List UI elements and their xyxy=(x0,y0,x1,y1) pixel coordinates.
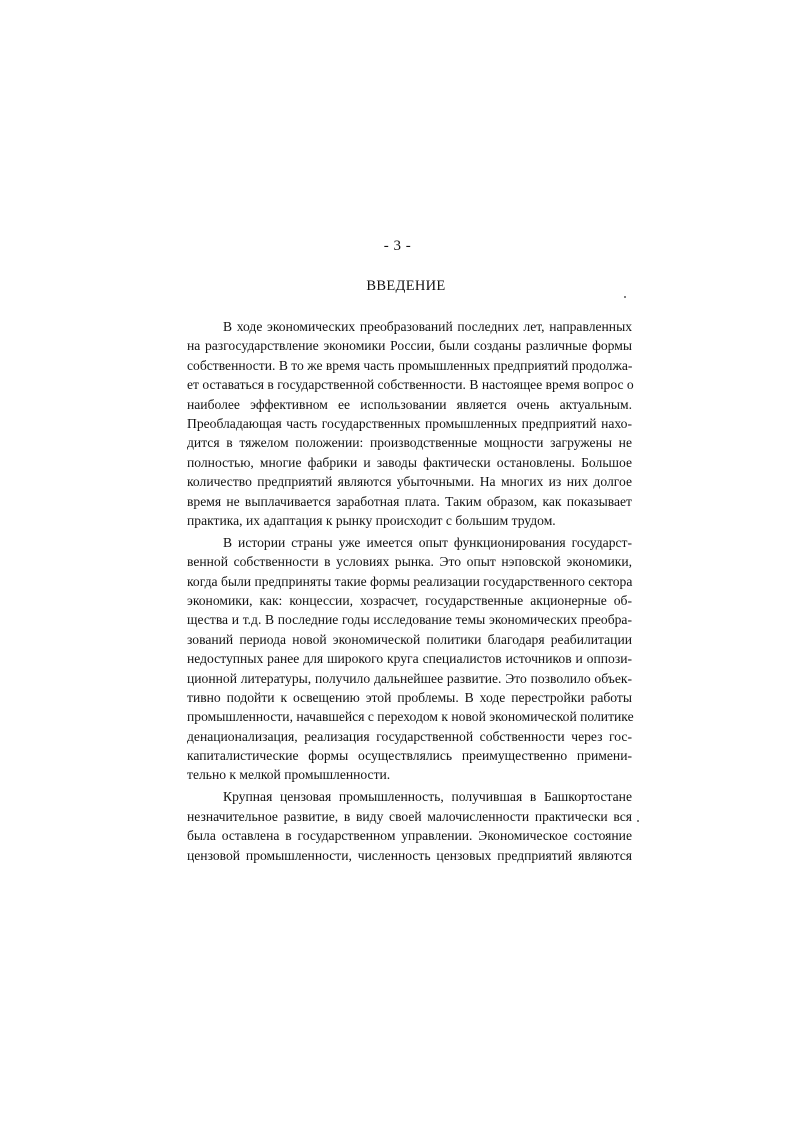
text-line: венной собственности в условиях рынка. Это опыт нэповской экономики, xyxy=(187,554,632,570)
text-line: наиболее эффективном ее использовании является очень актуальным. xyxy=(187,396,632,412)
text-line: недоступных ранее для широкого круга специалистов источников и оппози- xyxy=(187,651,632,667)
text-line: когда были предприняты такие формы реализации государственного сектора xyxy=(187,573,633,589)
text-line: экономики, как: концессии, хозрасчет, государственные акционерные об- xyxy=(187,592,632,608)
text-line: практика, их адаптация к рынку происходит с большим трудом. xyxy=(187,512,556,528)
page-number: - 3 - xyxy=(383,238,412,254)
text-line: Крупная цензовая промышленность, получившая в Башкортостане xyxy=(223,789,632,805)
body-text xyxy=(187,317,632,865)
text-line: Преобладающая часть государственных промышленных предприятий нахо- xyxy=(187,415,632,431)
text-line: промышленности, начавшейся с переходом к новой экономической политике xyxy=(187,709,634,725)
text-line: тельно к мелкой промышленности. xyxy=(187,767,391,783)
paragraph-1 xyxy=(187,317,632,530)
text-line: зований периода новой экономической политики благодаря реабилитации xyxy=(187,631,632,647)
text-line: В ходе экономических преобразований последних лет, направленных xyxy=(223,319,632,334)
scan-speck xyxy=(624,296,626,298)
text-line: незначительное развитие, в виду своей малочисленности практически вся xyxy=(187,808,632,824)
text-line: капиталистические формы осуществлялись преимущественно примени- xyxy=(187,748,632,764)
section-heading: ВВЕДЕНИЕ xyxy=(366,278,446,294)
text-line: собственности. В то же время часть промышленных предприятий продолжа- xyxy=(187,357,633,373)
text-line: была оставлена в государственном управлении. Экономическое состояние xyxy=(187,828,632,844)
scan-speck xyxy=(637,820,639,822)
text-line: щества и т.д. В последние годы исследование темы экономических преобра- xyxy=(187,612,632,628)
text-line: денационализация, реализация государственной собственности через гос- xyxy=(187,728,632,744)
text-line: ционной литературы, получило дальнейшее развитие. Это позволило объек- xyxy=(187,670,632,686)
text-line: количество предприятий являются убыточными. На многих из них долгое xyxy=(187,474,632,490)
text-line: дится в тяжелом положении: производственные мощности загружены не xyxy=(187,435,632,451)
text-line: тивно подойти к освещению этой проблемы. В ходе перестройки работы xyxy=(187,689,632,705)
text-line: время не выплачивается заработная плата. Таким образом, как показывает xyxy=(187,493,632,509)
paragraph-3 xyxy=(187,787,632,865)
text-line: цензовой промышленности, численность цензовых предприятий являются xyxy=(187,847,632,863)
text-line: ет оставаться в государственной собственности. В настоящее время вопрос о xyxy=(187,377,634,393)
text-line: полностью, многие фабрики и заводы фактически остановлены. Большое xyxy=(187,454,632,470)
text-line: В истории страны уже имеется опыт функционирования государст- xyxy=(223,534,632,550)
text-line: на разгосударствление экономики России, были созданы различные формы xyxy=(187,338,632,354)
paragraph-2 xyxy=(187,533,632,785)
